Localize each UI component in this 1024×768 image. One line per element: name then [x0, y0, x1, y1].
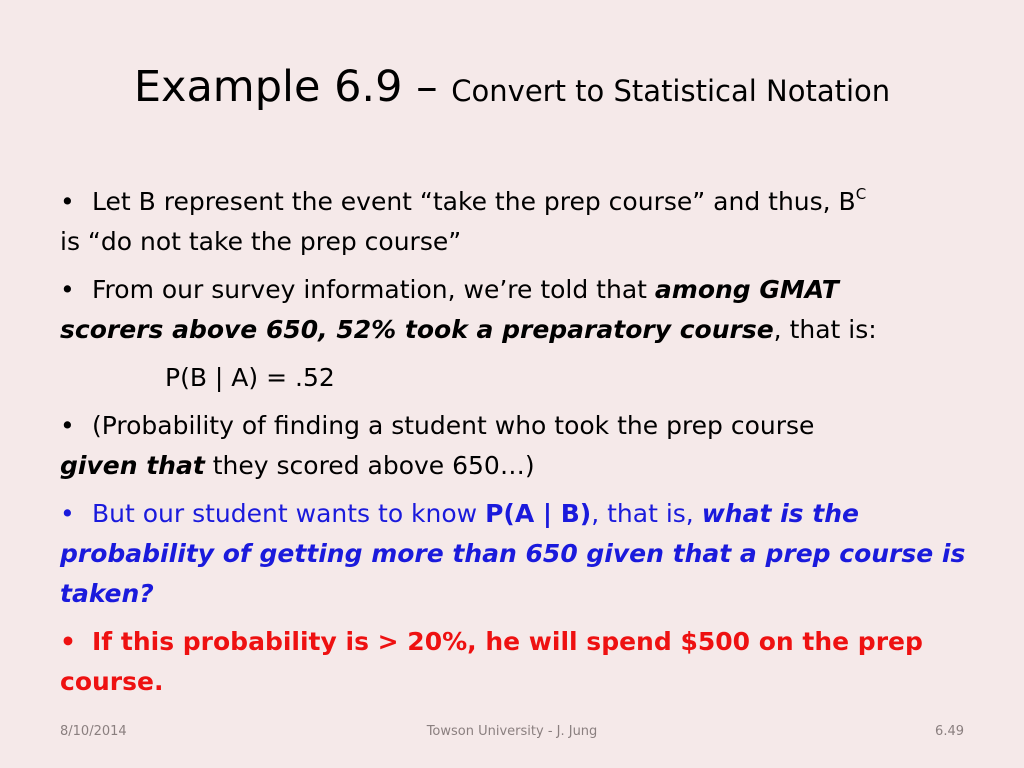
bullet-2-text-1: From our survey information, we’re told that	[92, 275, 655, 304]
bullet-4-text-1: But our student wants to know	[92, 499, 486, 528]
bullet-1-text-1: Let B represent the event “take the prep course” and thus, B	[92, 187, 856, 216]
title-sub: Convert to Statistical Notation	[451, 74, 891, 108]
footer-date: 8/10/2014	[60, 724, 127, 739]
bullet-4	[60, 494, 970, 614]
bullet-4-emphasis-2: probability of getting more than 650 given that a prep course is	[60, 539, 966, 568]
bullet-dot: •	[60, 499, 75, 528]
bullet-3-emphasis: given that	[60, 451, 205, 480]
bullet-2-emphasis-1: among GMAT	[654, 275, 839, 304]
bullet-2-text-2: , that is:	[773, 315, 877, 344]
bullet-dot: •	[60, 411, 75, 440]
footer-page-number: 6.49	[935, 724, 964, 739]
bullet-5	[60, 622, 970, 702]
slide-body	[60, 182, 970, 710]
bullet-2	[60, 270, 970, 350]
bullet-3-text-1: (Probability of finding a student who took the prep course	[92, 411, 815, 440]
footer-center: Towson University - J. Jung	[426, 724, 598, 739]
bullet-dot: •	[60, 275, 75, 304]
bullet-dot: •	[60, 187, 75, 216]
bullet-4-bold: P(A | B)	[485, 499, 592, 528]
bullet-3	[60, 406, 970, 486]
bullet-5-line-1: If this probability is > 20%, he will spend $500 on the prep	[92, 627, 923, 656]
bullet-1	[60, 182, 970, 262]
bullet-1-sup: C	[855, 184, 867, 203]
bullet-5-line-2: course.	[60, 667, 164, 696]
bullet-2-emphasis-2: scorers above 650, 52% took a preparatory course	[60, 315, 774, 344]
formula-line: P(B | A) = .52	[165, 363, 335, 392]
bullet-1-text-2: is “do not take the prep course”	[60, 227, 462, 256]
title-main: Example 6.9 –	[133, 62, 452, 112]
bullet-dot: •	[60, 627, 76, 656]
bullet-4-emphasis-3: taken?	[60, 579, 154, 608]
bullet-3-text-2: they scored above 650…)	[204, 451, 535, 480]
slide-title	[0, 62, 1024, 114]
bullet-4-text-2: , that is,	[591, 499, 702, 528]
bullet-4-emphasis-1: what is the	[701, 499, 859, 528]
